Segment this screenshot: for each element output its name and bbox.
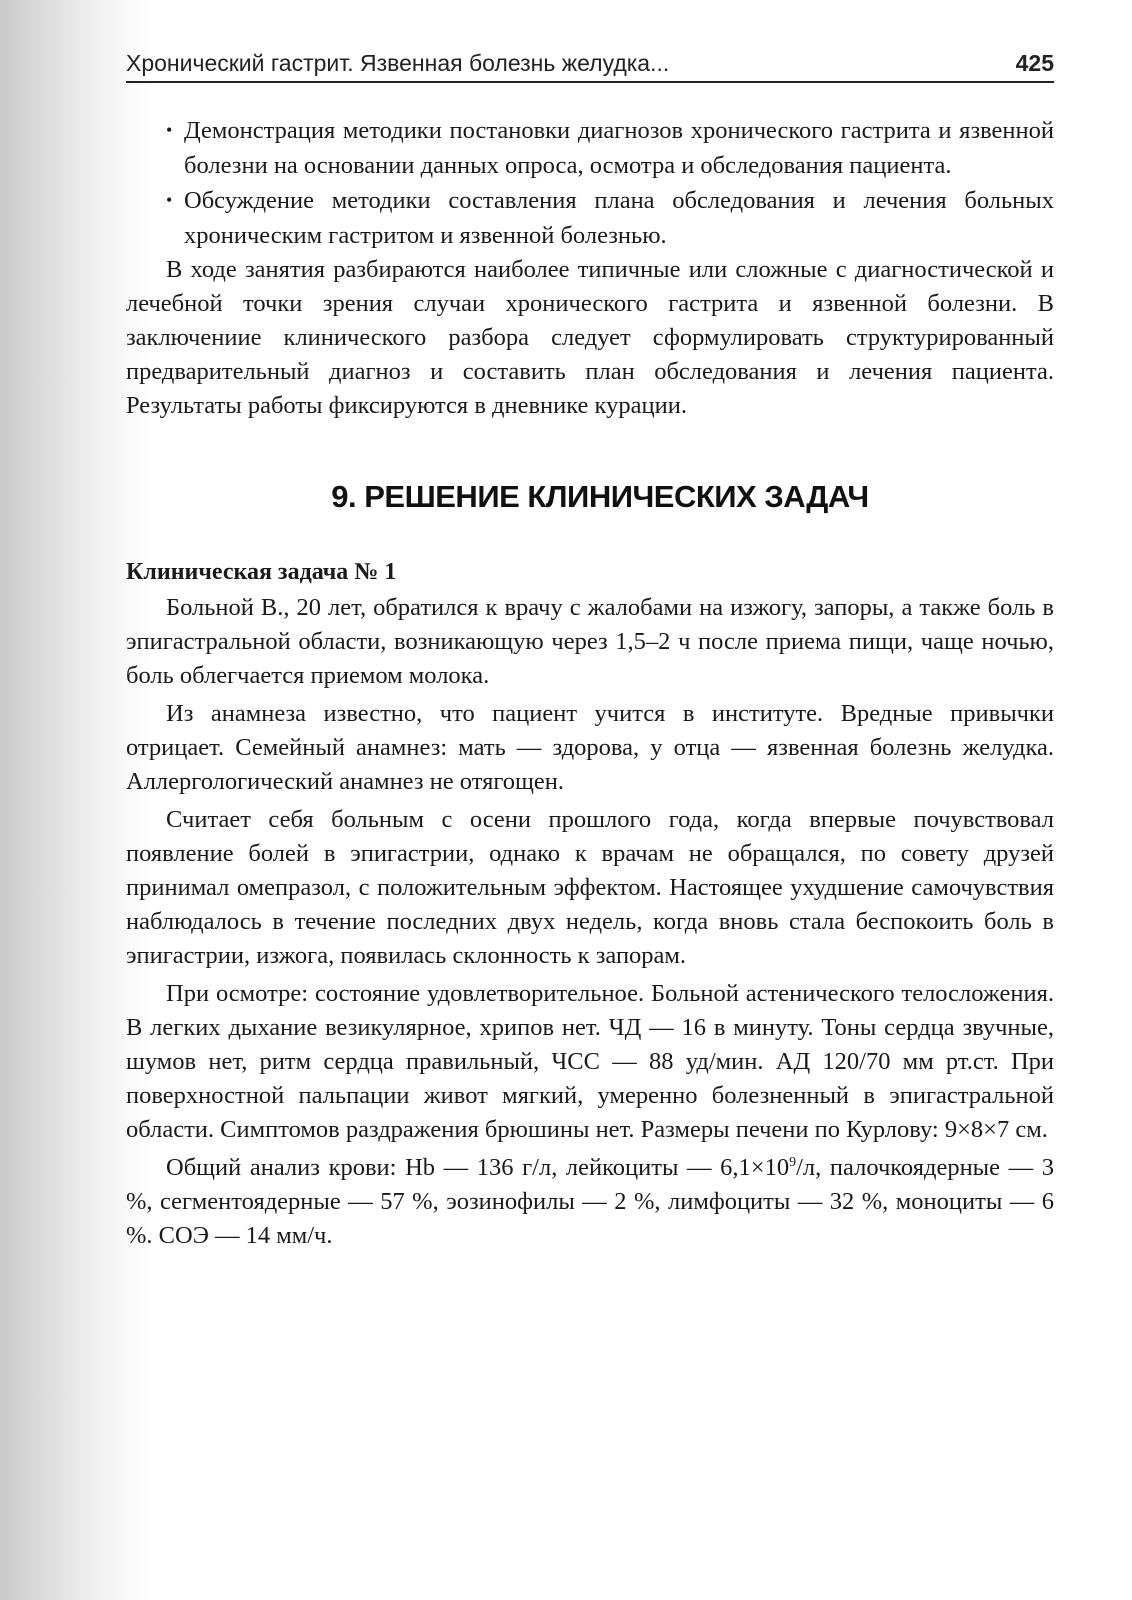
list-item	[126, 113, 1054, 183]
list-item	[126, 183, 1054, 253]
page-number: 425	[1015, 50, 1054, 76]
blood-test-text: Общий анализ крови: Hb — 136 г/л, лейкоциты — 6,1×10	[166, 1154, 790, 1181]
running-title: Хронический гастрит. Язвенная болезнь желудка...	[126, 50, 670, 76]
section-title: 9. РЕШЕНИЕ КЛИНИЧЕСКИХ ЗАДАЧ	[331, 479, 869, 514]
case-paragraph: При осмотре: состояние удовлетворительное. Больной астенического телосложения. В легких дыхание везикулярное, хрипов нет. ЧД — 16 в минуту. Тоны сердца звучные, шумов нет, ритм сердца правильный, ЧСС — 88 уд/мин. АД 120/70 мм рт.ст. При поверхностной пальпации живот мягкий, умеренно болезненный в эпигастральной области. Симптомов раздражения брюшины нет. Размеры печени по Курлову: 9×8×7 см.	[126, 980, 1054, 1143]
case-paragraph: Считает себя больным с осени прошлого года, когда впервые почувствовал появление болей в эпигастрии, однако к врачам не обращался, по совету друзей принимал омепразол, с положительным эффектом. Настоящее ухудшение самочувствия наблюдалось в течение последних двух недель, когда вновь стала беспокоить боль в эпигастрии, изжога, появилась склонность к запорам.	[126, 806, 1054, 969]
blood-test-paragraph	[126, 1151, 1054, 1253]
list-item-text: Обсуждение методики составления плана обследования и лечения больных хроническим гастритом и язвенной болезнью.	[184, 187, 1054, 249]
bullet-list	[126, 113, 1054, 253]
case-paragraph: Больной В., 20 лет, обратился к врачу с жалобами на изжогу, запоры, а также боль в эпигастральной области, возникающую через 1,5–2 ч после приема пищи, чаще ночью, боль облегчается приемом молока.	[126, 594, 1054, 689]
book-page	[126, 50, 1054, 1253]
blood-test-exponent: 9	[789, 1154, 797, 1170]
case-paragraph: Из анамнеза известно, что пациент учится в институте. Вредные привычки отрицает. Семейный анамнез: мать — здорова, у отца — язвенная болезнь желудка. Аллергологический анамнез не отягощен.	[126, 700, 1054, 795]
list-item-text: Демонстрация методики постановки диагнозов хронического гастрита и язвенной болезни на основании данных опроса, осмотра и обследования пациента.	[184, 117, 1054, 179]
blood-test-text-rest: /л, палочкоядерные — 3 %, сегментоядерные — 57 %, эозинофилы — 2 %, лимфоциты — 32 %, моноциты — 6 %. СОЭ — 14 мм/ч.	[126, 1154, 1054, 1249]
bullet-icon: •	[166, 190, 173, 210]
bullet-icon: •	[166, 120, 173, 140]
running-header	[126, 50, 1054, 83]
intro-paragraph: В ходе занятия разбираются наиболее типичные или сложные с диагностической и лечебной точки зрения случаи хронического гастрита и язвенной болезни. В заключениие клинического разбора следует сформулировать структурированный предварительный диагноз и составить план обследования и лечения пациента. Результаты работы фиксируются в дневнике курации.	[126, 256, 1054, 419]
task-title: Клиническая задача № 1	[126, 559, 397, 585]
